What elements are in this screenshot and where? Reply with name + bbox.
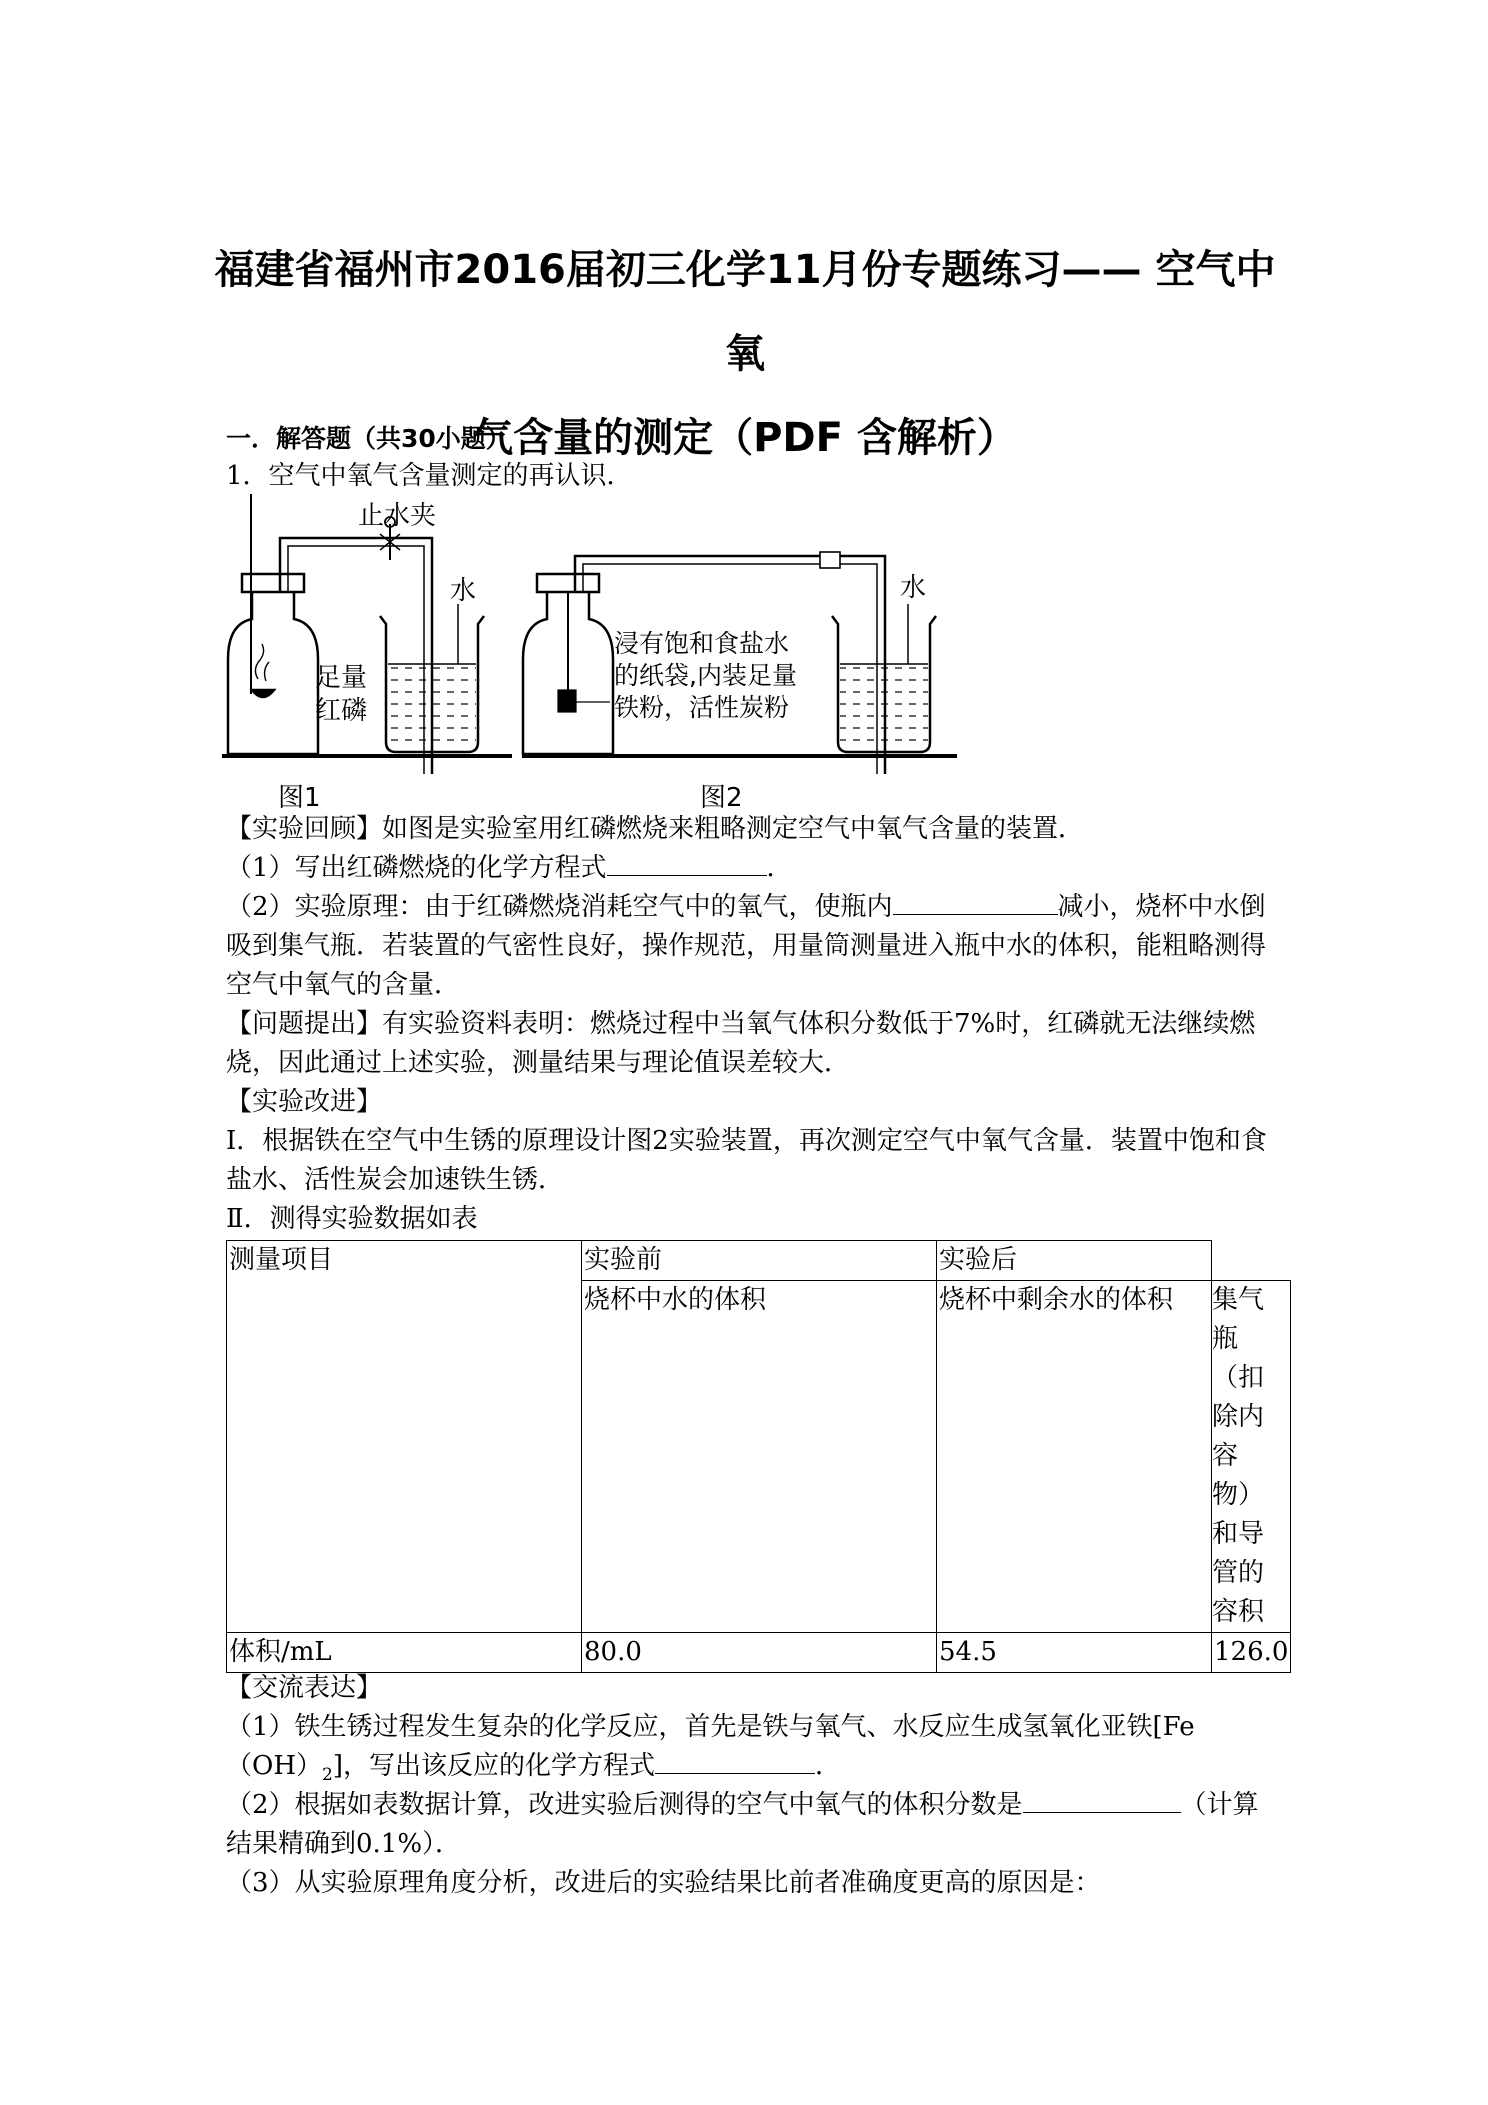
e1-text-b: ]，写出该反应的化学方程式 <box>332 1751 655 1781</box>
title-line-2: 气含量的测定（PDF 含解析） <box>473 415 1017 461</box>
part-1-end: ． <box>766 853 793 883</box>
review-paragraph: 【实验回顾】如图是实验室用红磷燃烧来粗略测定空气中氧气含量的装置． <box>226 814 1085 844</box>
problem-paragraph: 【问题提出】有实验资料表明：燃烧过程中当氧气体积分数低于7%时，红磷就无法继续燃烧，因此通过上述实验，测量结果与理论值误差较大． <box>226 1009 1256 1078</box>
cell-water-volume: 80.0 <box>582 1633 937 1673</box>
e1-text-a: （1）铁生锈过程发生复杂的化学反应，首先是铁与氧气、水反应生成氢氧化亚铁[Fe（OH） <box>226 1712 1195 1781</box>
part-2-text-a: （2）实验原理：由于红磷燃烧消耗空气中的氧气，使瓶内 <box>226 892 893 922</box>
e1-text-c: ． <box>814 1751 841 1781</box>
fig1-caption: 图1 <box>278 783 321 813</box>
section-heading: 一．解答题（共30小题） <box>226 424 511 453</box>
question-intro: 1．空气中氧气含量测定的再认识． <box>226 461 633 491</box>
e2-text-a: （2）根据如表数据计算，改进实验后测得的空气中氧气的体积分数是 <box>226 1790 1023 1820</box>
question-part-1 <box>226 849 1271 888</box>
e1-subscript: 2 <box>322 1765 333 1785</box>
improve-heading: 【实验改进】 <box>226 1087 383 1117</box>
clamp-label: 止水夹 <box>358 501 437 531</box>
bag-label-1: 浸有饱和食盐水 <box>614 629 790 658</box>
title-line-1: 福建省福州市2016届初三化学11月份专题练习—— 空气中氧 <box>214 247 1276 377</box>
phos-label-1: 足量 <box>315 663 368 693</box>
fig2-caption: 图2 <box>700 783 743 813</box>
answer-blank-2[interactable] <box>893 888 1058 915</box>
answer-blank-1[interactable] <box>607 849 767 876</box>
data-table <box>226 1240 1291 1673</box>
water-label-2: 水 <box>900 573 927 603</box>
row-label: 体积/mL <box>227 1633 582 1673</box>
answer-blank-4[interactable] <box>1023 1786 1181 1813</box>
header-before: 实验前 <box>582 1241 937 1281</box>
improve-step-2: Ⅱ．测得实验数据如表 <box>226 1204 478 1234</box>
exchange-heading: 【交流表达】 <box>226 1673 383 1703</box>
stopper-2 <box>537 574 599 592</box>
exchange-part-3: （3）从实验原理角度分析，改进后的实验结果比前者准确度更高的原因是： <box>226 1868 1101 1898</box>
phos-label-2: 红磷 <box>315 696 368 726</box>
cell-bottle-volume: 126.0 <box>1212 1633 1291 1673</box>
header-empty <box>1212 1241 1291 1281</box>
header-water-volume: 烧杯中水的体积 <box>582 1281 937 1633</box>
cell-remaining-water: 54.5 <box>937 1633 1212 1673</box>
iron-bag <box>558 690 576 712</box>
bag-label-3: 铁粉，活性炭粉 <box>614 693 790 722</box>
exchange-part-2 <box>226 1786 1271 1864</box>
spoon-1 <box>252 690 274 697</box>
part-2-text-b: 减小，烧杯中水倒吸到集气瓶．若装置的气密性良好，操作规范，用量筒测量进入瓶中水的体积，能粗略测得空气中氧气的含量． <box>226 892 1267 1000</box>
e2-text-b: （计算结果精确到0.1%）． <box>226 1790 1259 1859</box>
header-bottle-volume: 集气 瓶 （扣 除内 容 物） 和导 管的 容积 <box>1212 1281 1291 1633</box>
answer-blank-3[interactable] <box>655 1747 815 1774</box>
header-item: 测量项目 <box>227 1241 582 1633</box>
improve-step-1: Ⅰ．根据铁在空气中生锈的原理设计图2实验装置，再次测定空气中氧气含量．装置中饱和食盐水、活性炭会加速铁生锈． <box>226 1126 1267 1195</box>
bag-label-2: 的纸袋,内装足量 <box>614 661 797 690</box>
part-1-text: （1）写出红磷燃烧的化学方程式 <box>226 853 607 883</box>
water-label-1: 水 <box>450 576 477 606</box>
question-part-2 <box>226 888 1271 1005</box>
apparatus-figure <box>222 494 962 819</box>
bottle-1 <box>228 589 318 754</box>
exchange-part-1 <box>226 1708 1271 1795</box>
header-remaining-water: 烧杯中剩余水的体积 <box>937 1281 1212 1633</box>
header-after: 实验后 <box>937 1241 1212 1281</box>
